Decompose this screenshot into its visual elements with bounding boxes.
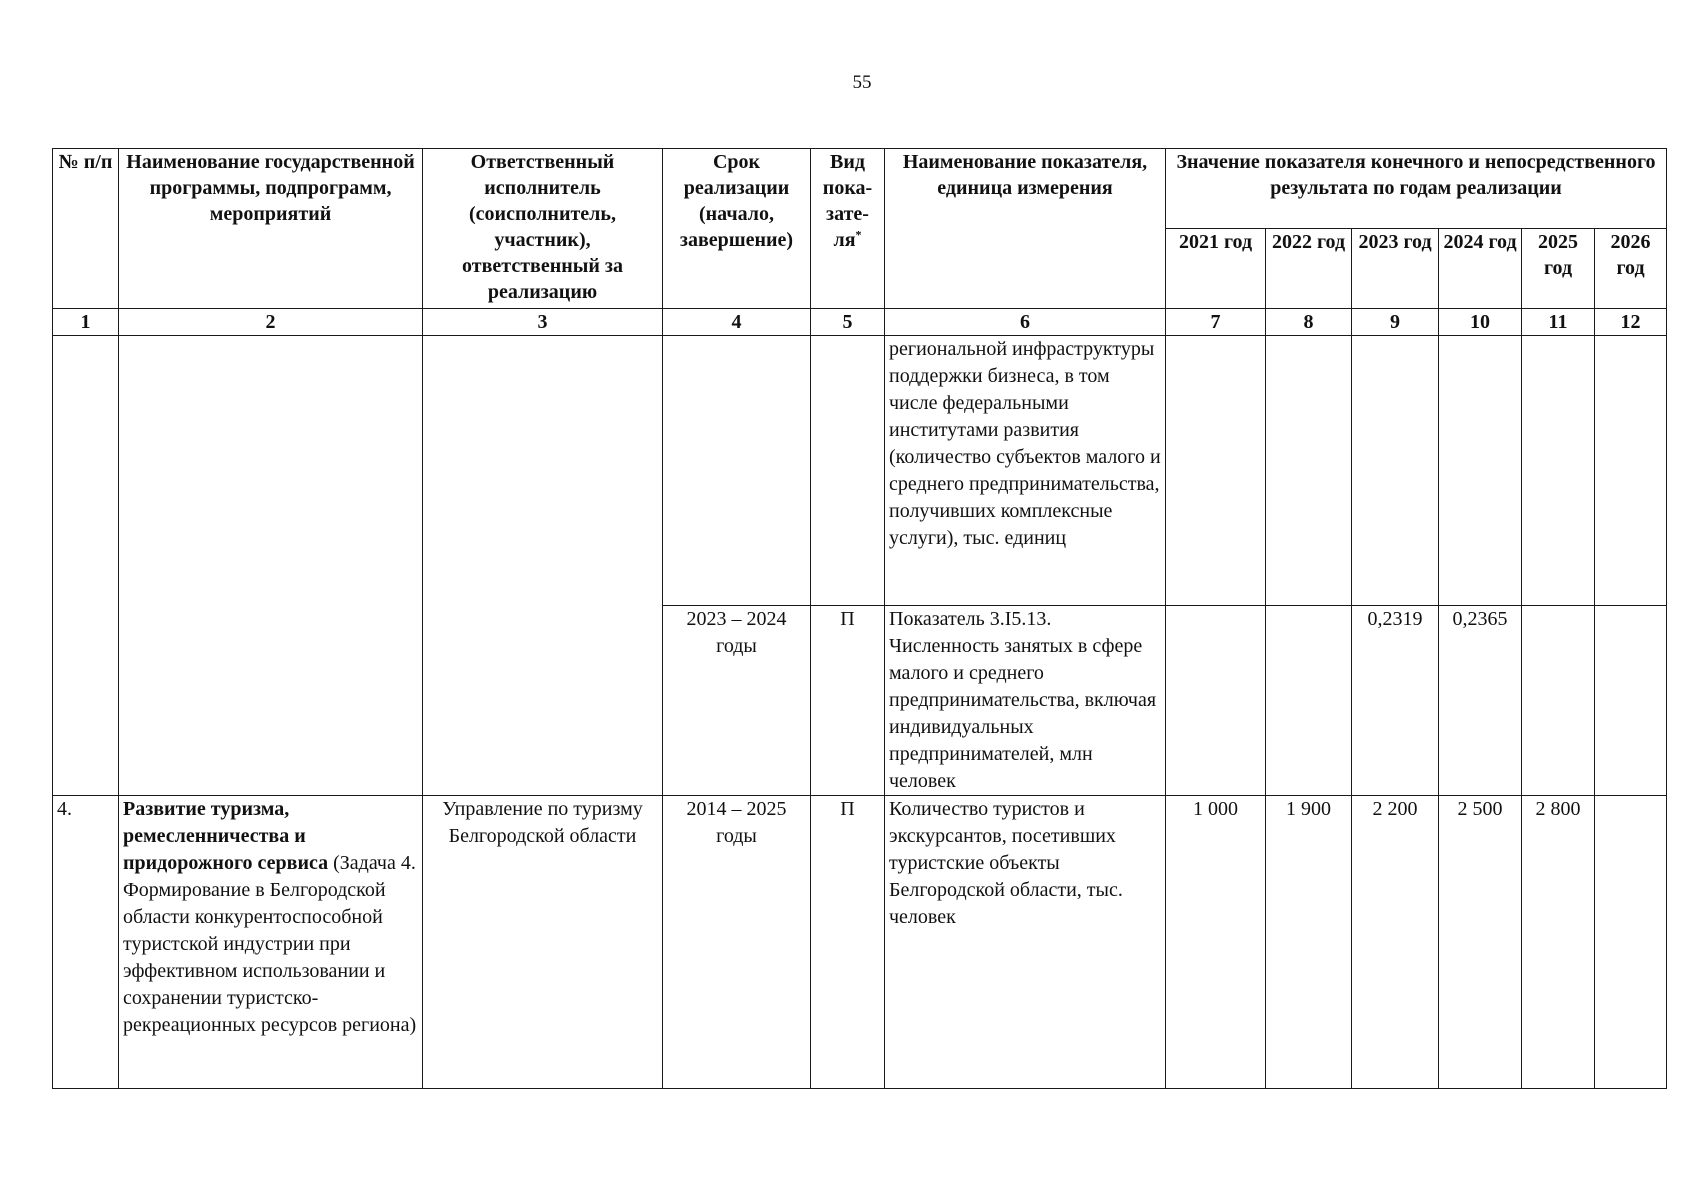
header-num: № п/п [53,149,119,309]
value-cell: 1 900 [1266,796,1352,1089]
column-number: 1 [53,309,119,336]
header-executor: Ответственный исполнитель (соисполнитель, участник), ответственный за реализацию [423,149,663,309]
column-number: 6 [885,309,1166,336]
term-cell: 2014 – 2025 годы [663,796,811,1089]
value-cell [1266,606,1352,796]
header-term: Срок реализации (начало, завершение) [663,149,811,309]
program-cell [119,796,423,1089]
header-indicator: Наименование показателя, единица измерения [885,149,1166,309]
value-cell [1522,606,1595,796]
value-cell [1266,336,1352,606]
executor-cell [423,336,663,796]
row-num-cell: 4. [53,796,119,1089]
indicator-cell: Количество туристов и экскурсантов, посетивших туристские объекты Белгородской области, тыс. человек [885,796,1166,1089]
page-number: 55 [852,72,872,93]
row-num-cell [53,336,119,796]
header-year: 2023 год [1352,229,1439,309]
column-number: 7 [1166,309,1266,336]
column-number: 4 [663,309,811,336]
column-number: 9 [1352,309,1439,336]
column-number: 10 [1439,309,1522,336]
table-row [53,796,1667,1089]
value-cell: 1 000 [1166,796,1266,1089]
column-number: 12 [1595,309,1667,336]
value-cell: 0,2365 [1439,606,1522,796]
indicator-cell: Показатель 3.I5.13. Численность занятых в сфере малого и среднего предпринимательства, включая индивидуальных предпринимателей, млн человек [885,606,1166,796]
program-cell [119,336,423,796]
column-numbers-row [53,309,1667,336]
header-year: 2026 год [1595,229,1667,309]
value-cell: 2 500 [1439,796,1522,1089]
value-cell: 2 800 [1522,796,1595,1089]
value-cell [1595,796,1667,1089]
value-cell [1352,336,1439,606]
column-number: 2 [119,309,423,336]
value-cell: 0,2319 [1352,606,1439,796]
executor-cell: Управление по туризму Белгородской области [423,796,663,1089]
value-cell [1595,336,1667,606]
header-row [53,149,1667,229]
type-cell: П [811,796,885,1089]
column-number: 11 [1522,309,1595,336]
term-cell: 2023 – 2024 годы [663,606,811,796]
type-cell: П [811,606,885,796]
header-program: Наименование государственной программы, подпрограмм, мероприятий [119,149,423,309]
header-year: 2021 год [1166,229,1266,309]
header-type [811,149,885,309]
value-cell: 2 200 [1352,796,1439,1089]
header-years-title: Значение показателя конечного и непосредственного результата по годам реализации [1166,149,1667,229]
header-year: 2022 год [1266,229,1352,309]
column-number: 3 [423,309,663,336]
value-cell [1166,606,1266,796]
value-cell [1595,606,1667,796]
column-number: 8 [1266,309,1352,336]
indicators-table [52,148,1667,1089]
program-task: (Задача 4. Формирование в Белгородской области конкурентоспособной туристской индустрии при эффективном использовании и сохранении туристско-рекреационных ресурсов региона) [123,852,417,1036]
program-title: Развитие туризма, ремесленничества и придорожного сервиса [123,798,329,874]
header-type-label: Вид пока-зате-ля [822,151,873,251]
value-cell [1522,336,1595,606]
indicator-cell: региональной инфраструктуры поддержки бизнеса, в том числе федеральными институтами развития (количество субъектов малого и среднего предпринимательства, получивших комплексные услуги), тыс. единиц [885,336,1166,606]
value-cell [1439,336,1522,606]
header-year: 2025 год [1522,229,1595,309]
type-cell [811,336,885,606]
term-cell [663,336,811,606]
table-row [53,336,1667,606]
value-cell [1166,336,1266,606]
column-number: 5 [811,309,885,336]
header-type-footnote-mark: * [855,227,862,242]
header-year: 2024 год [1439,229,1522,309]
